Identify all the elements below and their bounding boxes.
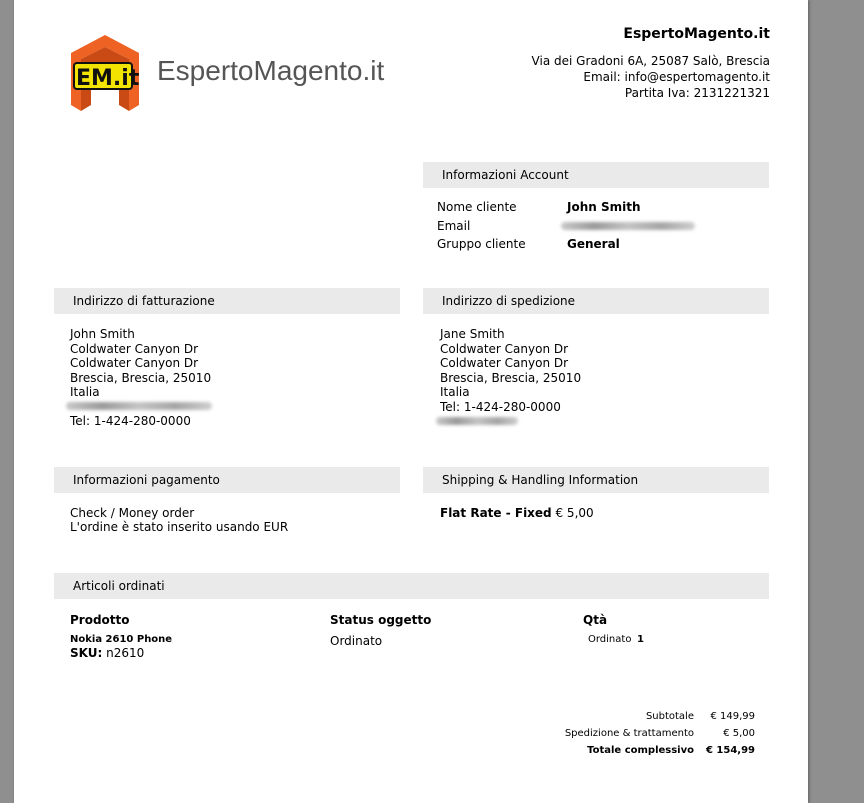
- product-name: Nokia 2610 Phone: [70, 634, 173, 645]
- grand-total-label: Totale complessivo: [587, 745, 694, 756]
- billing-line: Coldwater Canyon Dr: [70, 341, 199, 356]
- product-sku-line: [70, 646, 144, 661]
- shipping-line: Coldwater Canyon Dr: [440, 356, 569, 370]
- payment-note: L'ordine è stato inserito usando EUR: [70, 520, 289, 534]
- qty-ordered-label: Ordinato: [588, 634, 632, 645]
- shipping-line: Coldwater Canyon Dr: [440, 341, 569, 356]
- billing-line: Italia: [70, 385, 100, 399]
- grand-total-value: € 154,99: [705, 745, 755, 756]
- billing-line: Coldwater Canyon Dr: [70, 356, 199, 370]
- invoice-page: [14, 0, 808, 803]
- logo-text: EspertoMagento.it: [157, 55, 385, 86]
- qty-ordered-value: 1: [637, 634, 644, 645]
- billing-line: Brescia, Brescia, 25010: [70, 370, 212, 385]
- sku-label: SKU:: [70, 646, 103, 660]
- shipping-line: Jane Smith: [440, 327, 505, 341]
- column-qty: Qtà: [583, 613, 608, 627]
- billing-line: John Smith: [70, 327, 135, 341]
- shipping-total-value: € 5,00: [723, 728, 755, 739]
- customer-email-label: Email: [437, 219, 471, 233]
- shipping-line: Italia: [440, 385, 470, 399]
- sku-value: n2610: [106, 646, 145, 660]
- customer-group-value: General: [567, 237, 620, 251]
- redacted-shipping-info: [436, 417, 518, 425]
- shipping-line: Brescia, Brescia, 25010: [440, 370, 582, 385]
- customer-name-label: Nome cliente: [437, 200, 517, 214]
- redacted-billing-info: [66, 402, 212, 410]
- shipping-line: Tel: 1-424-280-0000: [440, 399, 561, 414]
- shipping-method: Flat Rate - Fixed: [440, 506, 552, 520]
- billing-tel: Tel: 1-424-280-0000: [70, 414, 191, 428]
- logo-mark: EM.it: [76, 66, 140, 91]
- company-address: Via dei Gradoni 6A, 25087 Salò, Brescia: [531, 54, 770, 68]
- company-email: Email: info@espertomagento.it: [583, 70, 770, 84]
- items-heading: Articoli ordinati: [54, 573, 769, 599]
- shipping-address: [440, 327, 581, 414]
- customer-group-label: Gruppo cliente: [437, 237, 526, 251]
- shipping-method-line: [440, 506, 594, 521]
- company-vat: Partita Iva: 2131221321: [624, 86, 770, 100]
- payment-heading: Informazioni pagamento: [54, 467, 400, 493]
- product-status: Ordinato: [330, 634, 383, 648]
- column-product: Prodotto: [70, 613, 130, 627]
- customer-name-value: John Smith: [567, 200, 641, 214]
- account-heading: Informazioni Account: [423, 162, 769, 188]
- redacted-email: [561, 222, 695, 230]
- shipping-info-heading: Shipping & Handling Information: [423, 467, 769, 493]
- shipping-address-heading: Indirizzo di spedizione: [423, 288, 769, 314]
- payment-method: Check / Money order: [70, 506, 195, 520]
- shipping-price: € 5,00: [555, 506, 594, 520]
- subtotal-value: € 149,99: [710, 711, 755, 722]
- espertomagento-logo-icon: [69, 33, 165, 115]
- column-status: Status oggetto: [330, 613, 432, 627]
- billing-heading: Indirizzo di fatturazione: [54, 288, 400, 314]
- billing-address: [70, 327, 211, 400]
- company-name: EspertoMagento.it: [623, 26, 770, 42]
- subtotal-label: Subtotale: [645, 711, 694, 722]
- shipping-total-label: Spedizione & trattamento: [564, 728, 694, 739]
